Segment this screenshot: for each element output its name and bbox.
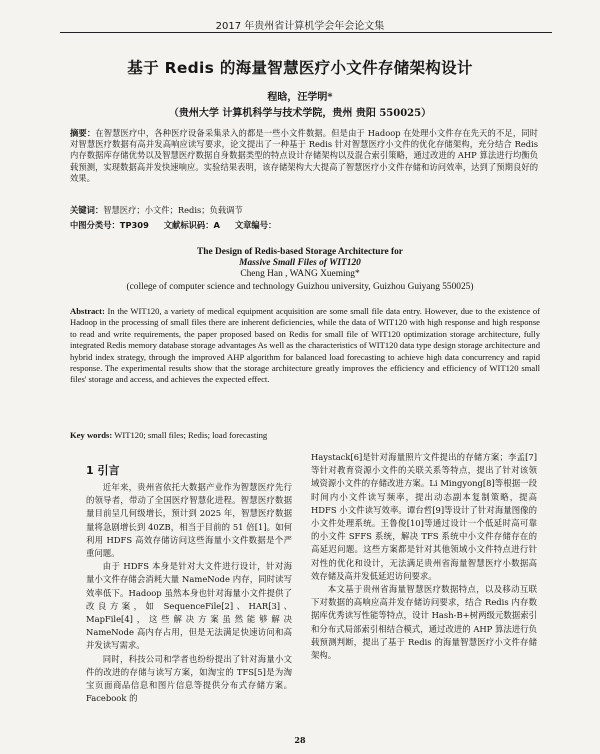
classification-line — [70, 219, 288, 231]
section-heading: 1 引言 — [86, 464, 120, 477]
keywords-en-text: WIT120; small files; Redis; load forecasting — [114, 430, 268, 440]
paper-affiliation: （贵州大学 计算机科学与技术学院，贵州 贵阳 550025） — [168, 108, 432, 119]
english-title-line1: The Design of Redis-based Storage Architecture for — [197, 247, 403, 257]
clc-number: 中图分类号：TP309 — [70, 220, 149, 230]
keywords-cn-label: 关键词： — [70, 205, 104, 215]
keywords-cn — [70, 204, 243, 216]
header-rule — [60, 32, 552, 33]
body-paragraph: Haystack[6]是针对海量照片文件提出的存储方案；李孟[7]等针对教育资源小文件的关联关系等特点，提出了针对该领域资源小文件的存储改进方案。Li Mingyong[8]等根据一段时间内小文件读写频率，提出动态副本复制策略，提高 HDFS 小文件读写效率。谭台哲[9]等设计了针对海量图像的小文件处理系统。王鲁俊[10]等通过设计一个低延时高可靠的小文件 SFFS 系统，解决 TFS 系统中小文件存储存在的高延迟问题。这些方案都是针对其他领域小文件特点进行针对性的优化和设计，无法满足贵州省海量智慧医疗小数据高效存储及高并发低延迟访问要求。 — [311, 452, 537, 581]
english-authors: Cheng Han , WANG Xueming* — [240, 269, 360, 279]
abstract-en-text: In the WIT120, a variety of medical equipment acquisition are some small file data entry. However, due to the existence of Hadoop in the processing of small files there are inherent deficiencies, while the data of WIT120 with high response and high response to read and write requirements, the paper proposed based on Redis for small file of WIT120 optimization storage architecture, fully integrated Redis memory database storage advantages As well as the characteristics of WIT120 data type design storage architecture and hybrid index strategy, through the improved AHP algorithm for balanced load forecasting to achieve high data concurrency and rapid response. The experimental results show that the storage architecture greatly improves the efficiency and efficiency of WIT120 small files' storage and access, and achieves the expected effect. — [70, 306, 540, 385]
page-number: 28 — [294, 735, 306, 745]
english-title-line2: Massive Small Files of WIT120 — [239, 258, 361, 268]
body-column-left — [86, 464, 292, 705]
body-paragraph: 近年来，贵州省依托大数据产业作为智慧医疗先行的领导者，带动了全国医疗智慧化进程。智慧医疗数据量目前呈几何级增长，预计到 2025 年，智慧医疗数据量将急剧增长到 40ZB，相当于目前的 51 倍[1]。如何利用 HDFS 高效存储访问这些海量小文件数据是个严重问题。 — [86, 482, 292, 559]
paper-authors: 程晗，汪学明* — [267, 92, 333, 103]
body-paragraph: 由于 HDFS 本身是针对大文件进行设计，针对海量小文件存储会消耗大量 NameNode 内存，同时读写效率低下。Hadoop 虽然本身也针对海量小文件提供了改良方案，如 SequenceFile[2]、HAR[3]、MapFile[4]，这些解决方案虽然能够解决 NameNode 高内存占用，但是无法满足快速访问和高并发读写需求。 — [86, 561, 292, 651]
body-paragraph: 本文基于贵州省海量智慧医疗数据特点，以及移动互联下对数据的高响应高并发存储访问要求，结合 Redis 内存数据库优秀读写性能等特点，设计 Hash-B+树两级元数据索引和分布式局部索引相结合模式，通过改进的 AHP 算法进行负载预测判断，提出了基于 Redis 的海量智慧医疗小文件存储架构。 — [311, 584, 537, 661]
document-code: 文献标识码：A — [163, 220, 220, 230]
keywords-cn-text: 智慧医疗；小文件；Redis；负载调节 — [103, 205, 243, 215]
keywords-en — [70, 430, 267, 440]
body-column-right — [311, 451, 537, 662]
abstract-en-label: Abstract: — [70, 306, 105, 316]
article-number: 文章编号： — [234, 220, 277, 230]
abstract-en — [70, 306, 540, 386]
abstract-cn — [70, 128, 538, 184]
keywords-en-label: Key words: — [70, 430, 113, 440]
paper-title: 基于 Redis 的海量智慧医疗小文件存储架构设计 — [127, 59, 473, 77]
abstract-cn-label: 摘要： — [70, 128, 96, 138]
running-head: 2017 年贵州省计算机学会年会论文集 — [215, 21, 385, 32]
english-affiliation: (college of computer science and technology Guizhou university, Guizhou Guiyang 550025) — [126, 282, 474, 292]
abstract-cn-text: 在智慧医疗中，各种医疗设备采集录入的都是一些小文件数据。但是由于 Hadoop 在处理小文件存在先天的不足，同时对智慧医疗数据有高并发高响应读写要求，论文提出了一种基于 Redis 针对智慧医疗小文件的优化存储架构，充分结合 Redis 内存数据库存储优势以及智慧医疗数据自身数据类型的特点设计存储架构以及混合索引策略，通过改进的 AHP 算法进行均衡负载预测，实现数据高并发快速响应。实验结果表明，该存储架构大大提高了智慧医疗小文件存储和访问效率，达到了预期良好的效果。 — [70, 128, 538, 183]
body-paragraph: 同时，科技公司和学者也纷纷提出了针对海量小文件的改进的存储与读写方案，如淘宝的 TFS[5]是为淘宝页面商品信息和图片信息等提供分布式存储方案。Facebook 的 — [86, 653, 292, 704]
